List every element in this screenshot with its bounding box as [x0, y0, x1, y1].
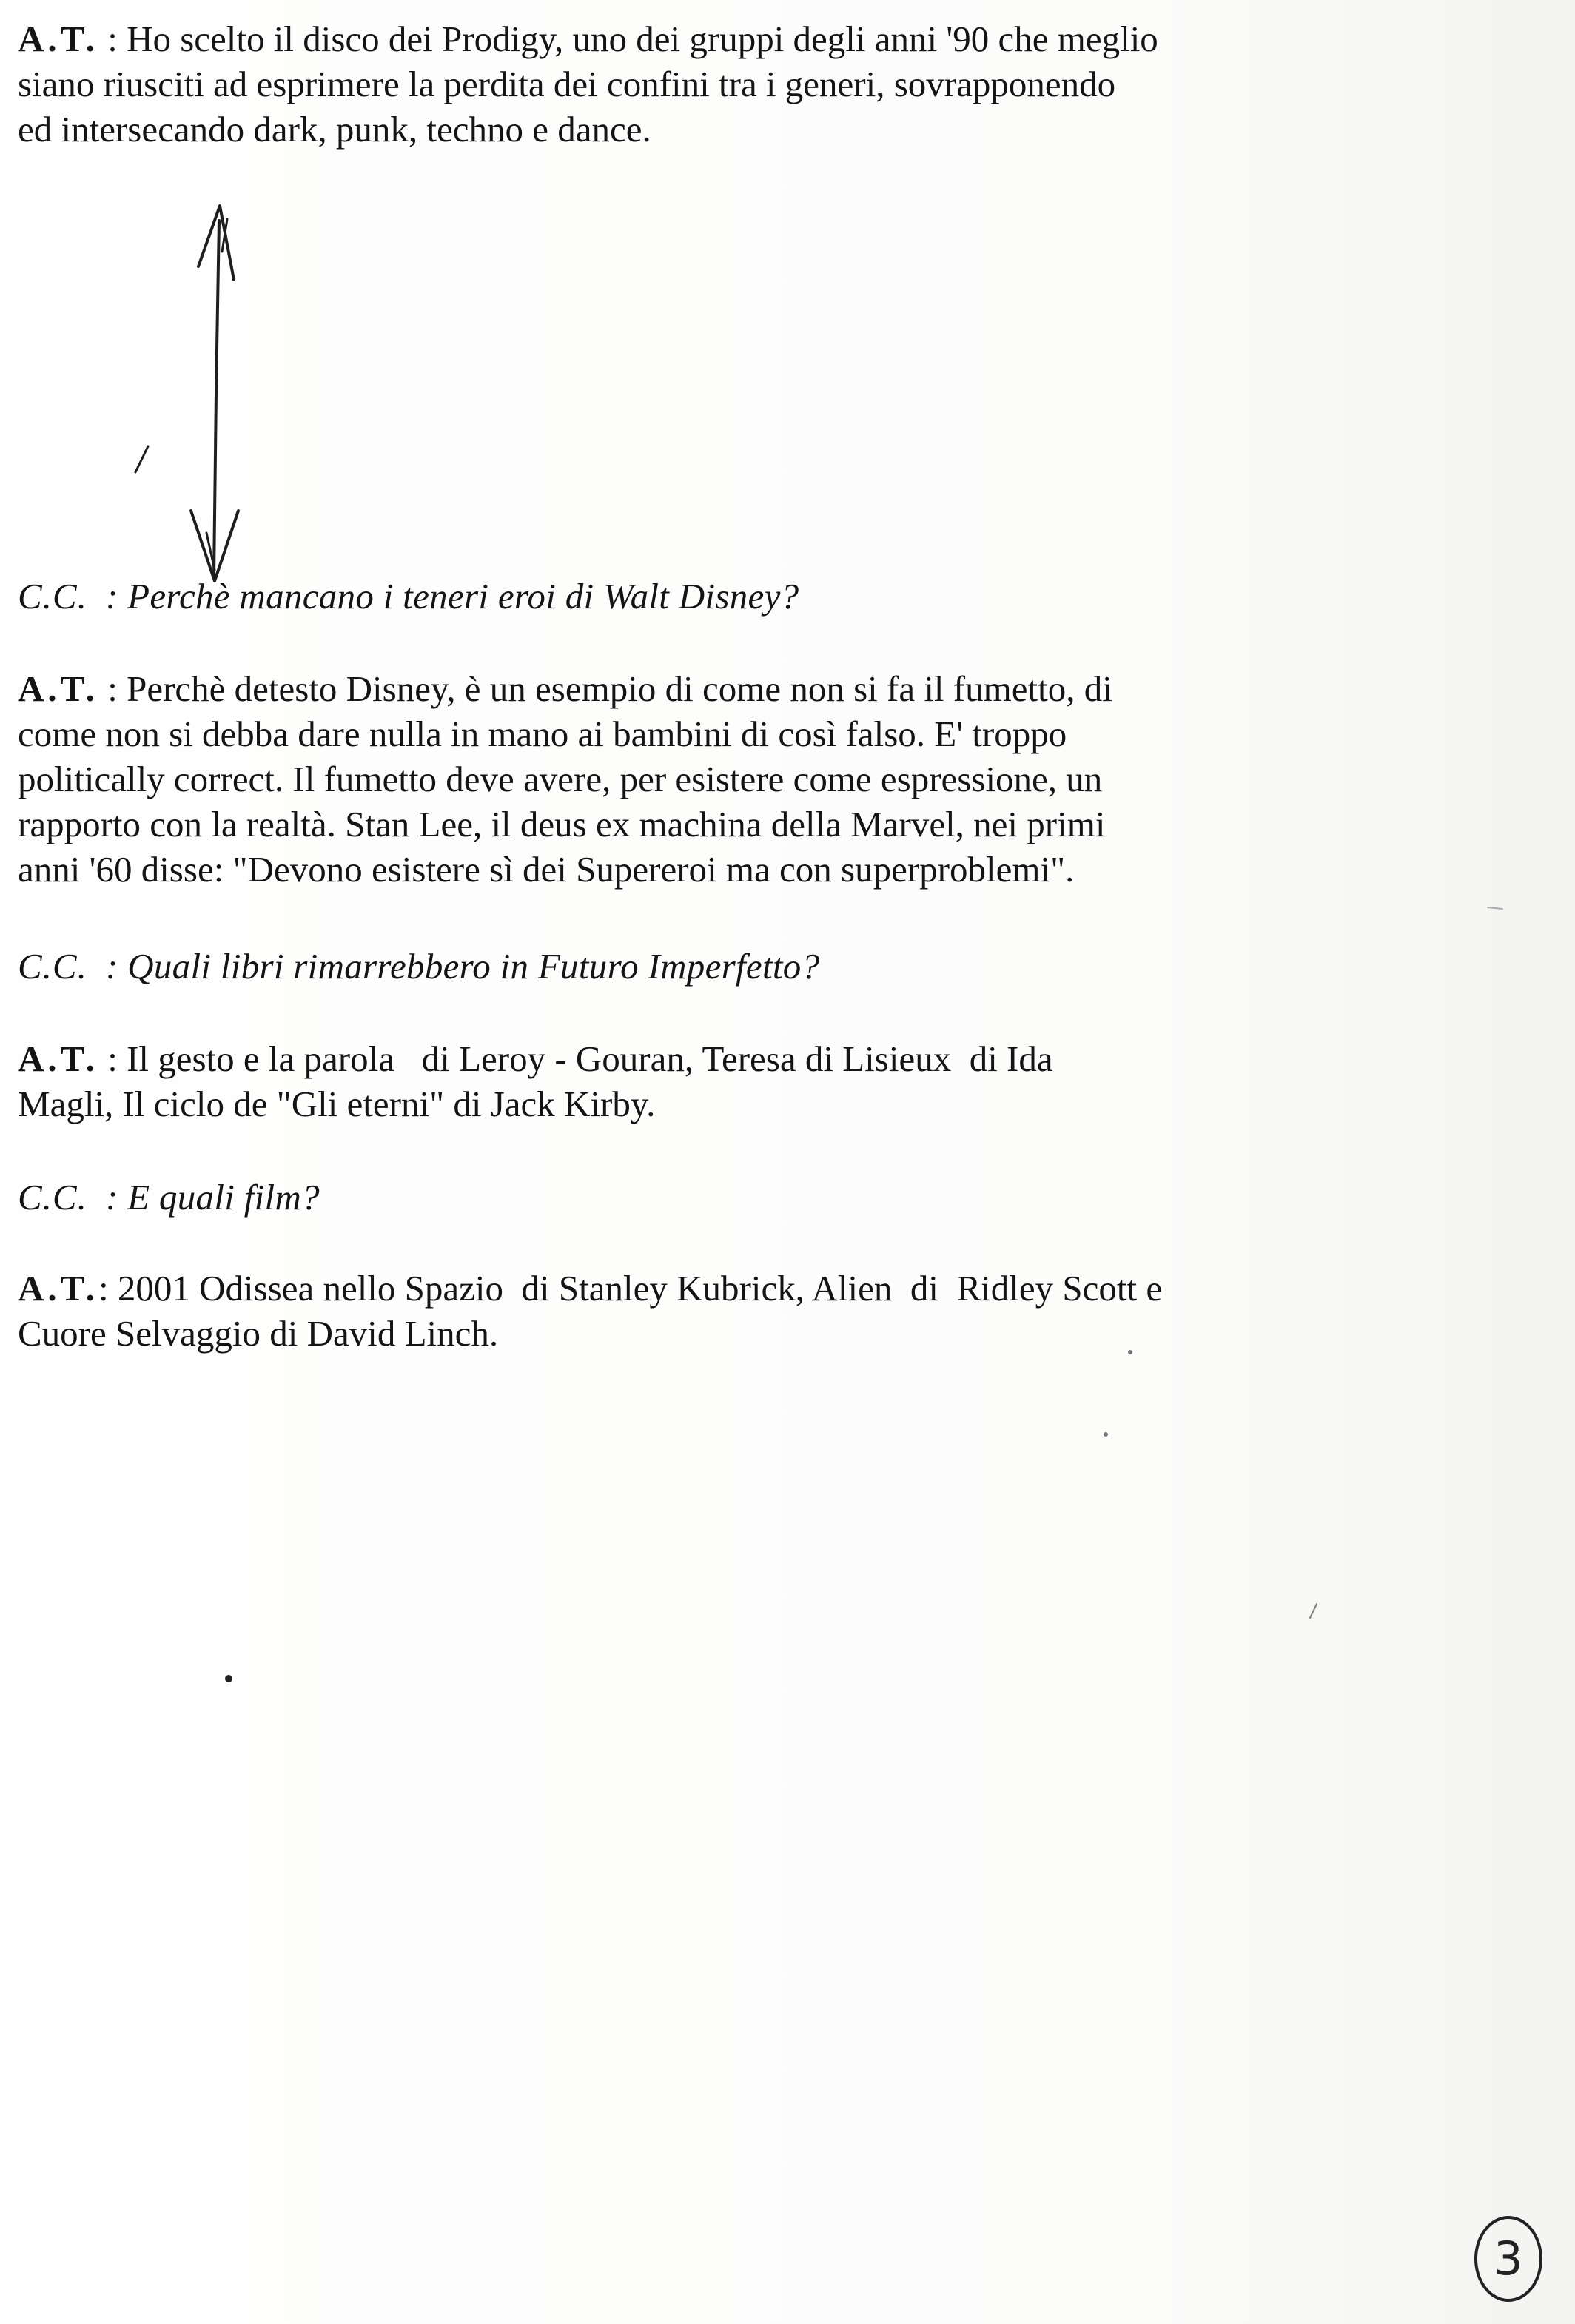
speaker-separator: : [87, 946, 128, 987]
text-line [18, 666, 1468, 711]
text-line [18, 944, 1468, 989]
speaker-label: C.C. [18, 576, 87, 617]
text-line [18, 1266, 1468, 1311]
answer-paragraph-4 [18, 1266, 1468, 1356]
text-line [18, 1036, 1468, 1081]
answer-text: Il gesto e la parola di Leroy - Gouran, Teresa di Lisieux di Ida [127, 1038, 1053, 1079]
question-text: Quali libri rimarrebbero in Futuro Imperfetto? [127, 946, 820, 987]
speaker-separator: : [87, 576, 128, 617]
speaker-label: A.T. [18, 668, 98, 709]
text-line [18, 574, 1468, 619]
text-line: Cuore Selvaggio di David Linch. [18, 1313, 499, 1354]
speck-mark-icon [1488, 907, 1502, 909]
speaker-label: A.T. [18, 1038, 98, 1079]
arrow-head-up-icon [198, 206, 234, 280]
answer-paragraph-2 [18, 666, 1468, 892]
text-line: ed intersecando dark, punk, techno e dance. [18, 109, 651, 150]
speaker-separator: : [98, 19, 127, 59]
answer-text: Ho scelto il disco dei Prodigy, uno dei gruppi degli anni '90 che meglio [127, 19, 1158, 59]
text-line: siano riusciti ad esprimere la perdita dei confini tra i generi, sovrapponendo [18, 64, 1116, 104]
question-text: Perchè mancano i teneri eroi di Walt Disney? [127, 576, 799, 617]
text-line: come non si debba dare nulla in mano ai bambini di così falso. E' troppo [18, 713, 1067, 754]
speaker-label: C.C. [18, 1177, 87, 1218]
text-line: Magli, Il ciclo de "Gli eterni" di Jack Kirby. [18, 1084, 656, 1124]
speaker-separator: : [98, 668, 127, 709]
text-line: politically correct. Il fumetto deve avere, per esistere come espressione, un [18, 759, 1103, 799]
question-paragraph-2 [18, 944, 1468, 989]
ink-dot-icon [225, 1675, 232, 1682]
arrow-head-down-icon [191, 511, 238, 581]
text-line: anni '60 disse: "Devono esistere sì dei Supereroi ma con superproblemi". [18, 849, 1075, 890]
speaker-separator: : [98, 1038, 127, 1079]
arrow-head-down-detail-icon [206, 533, 215, 570]
text-line: rapporto con la realtà. Stan Lee, il deus ex machina della Marvel, nei primi [18, 804, 1106, 844]
question-paragraph-1 [18, 574, 1468, 619]
speaker-separator: : [98, 1268, 118, 1309]
page-number: 3 [1494, 2231, 1523, 2286]
speaker-label: A.T. [18, 19, 98, 59]
speaker-label: A.T. [18, 1268, 98, 1309]
question-paragraph-3 [18, 1175, 1468, 1220]
answer-paragraph-1 [18, 16, 1468, 152]
text-line [18, 16, 1468, 61]
answer-text: 2001 Odissea nello Spazio di Stanley Kubrick, Alien di Ridley Scott e [117, 1268, 1163, 1309]
arrow-head-up-detail-icon [222, 219, 227, 252]
double-arrow-shaft-icon [214, 221, 219, 577]
answer-paragraph-3 [18, 1036, 1468, 1126]
text-line [18, 1175, 1468, 1220]
speaker-label: C.C. [18, 946, 87, 987]
ink-dot-icon [1104, 1432, 1108, 1437]
tick-mark-icon [135, 446, 148, 472]
answer-text: Perchè detesto Disney, è un esempio di come non si fa il fumetto, di [127, 668, 1112, 709]
speaker-separator: : [87, 1177, 128, 1218]
speck-mark-icon [1310, 1604, 1317, 1618]
question-text: E quali film? [127, 1177, 320, 1218]
